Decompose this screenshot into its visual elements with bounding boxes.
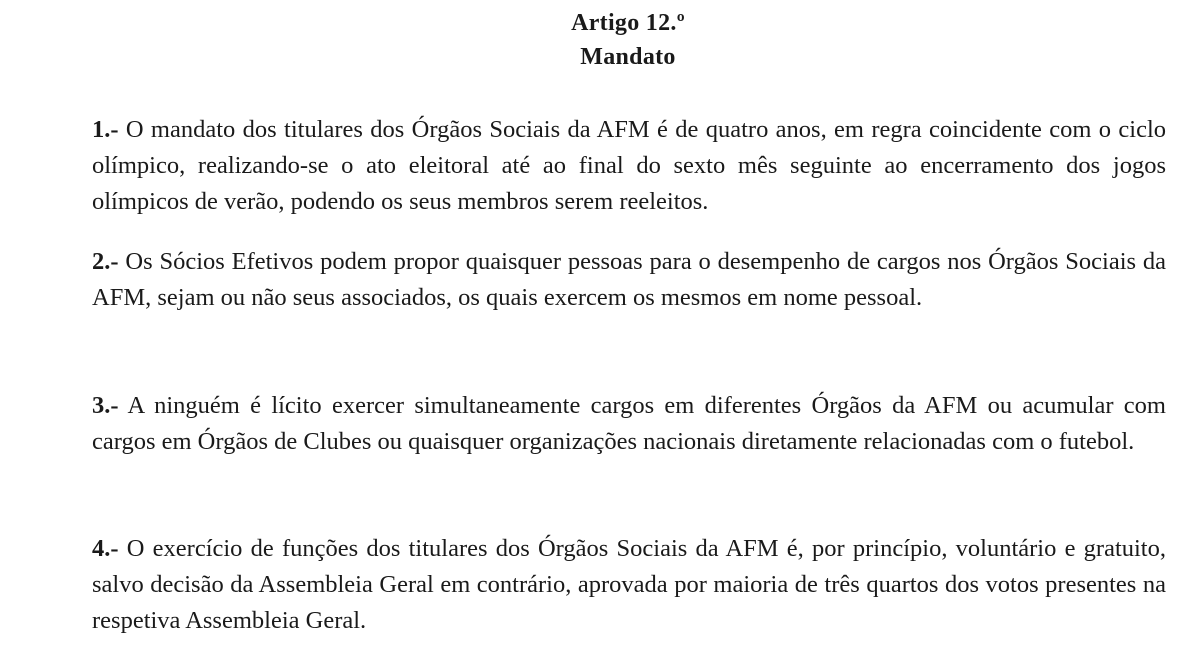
paragraph-text: O mandato dos titulares dos Órgãos Sociais da AFM é de quatro anos, em regra coincidente com o ciclo olímpico, realizando-se o ato eleitoral até ao final do sexto mês seguinte ao encerramento dos jogos olímpicos de verão, podendo os seus membros serem reeleitos. [92, 116, 1166, 215]
paragraph-number: 3.- [92, 392, 119, 419]
paragraph-2 [92, 244, 1166, 316]
paragraph-number: 4.- [92, 535, 119, 562]
article-subtitle: Mandato [580, 44, 676, 70]
paragraph-3 [92, 388, 1166, 460]
article-title: Artigo 12.º [571, 10, 685, 36]
paragraph-number: 2.- [92, 248, 119, 275]
paragraph-text: O exercício de funções dos titulares dos Órgãos Sociais da AFM é, por princípio, voluntário e gratuito, salvo decisão da Assembleia Geral em contrário, aprovada por maioria de três quartos dos votos presentes na respetiva Assembleia Geral. [92, 535, 1166, 634]
paragraph-4 [92, 531, 1166, 639]
paragraph-number: 1.- [92, 116, 119, 143]
paragraph-text: Os Sócios Efetivos podem propor quaisquer pessoas para o desempenho de cargos nos Órgãos Sociais da AFM, sejam ou não seus associados, os quais exercem os mesmos em nome pessoal. [92, 248, 1166, 311]
paragraph-1 [92, 112, 1166, 220]
paragraph-text: A ninguém é lícito exercer simultaneamente cargos em diferentes Órgãos da AFM ou acumular com cargos em Órgãos de Clubes ou quaisquer organizações nacionais diretamente relacionadas com o futebol. [92, 392, 1166, 455]
